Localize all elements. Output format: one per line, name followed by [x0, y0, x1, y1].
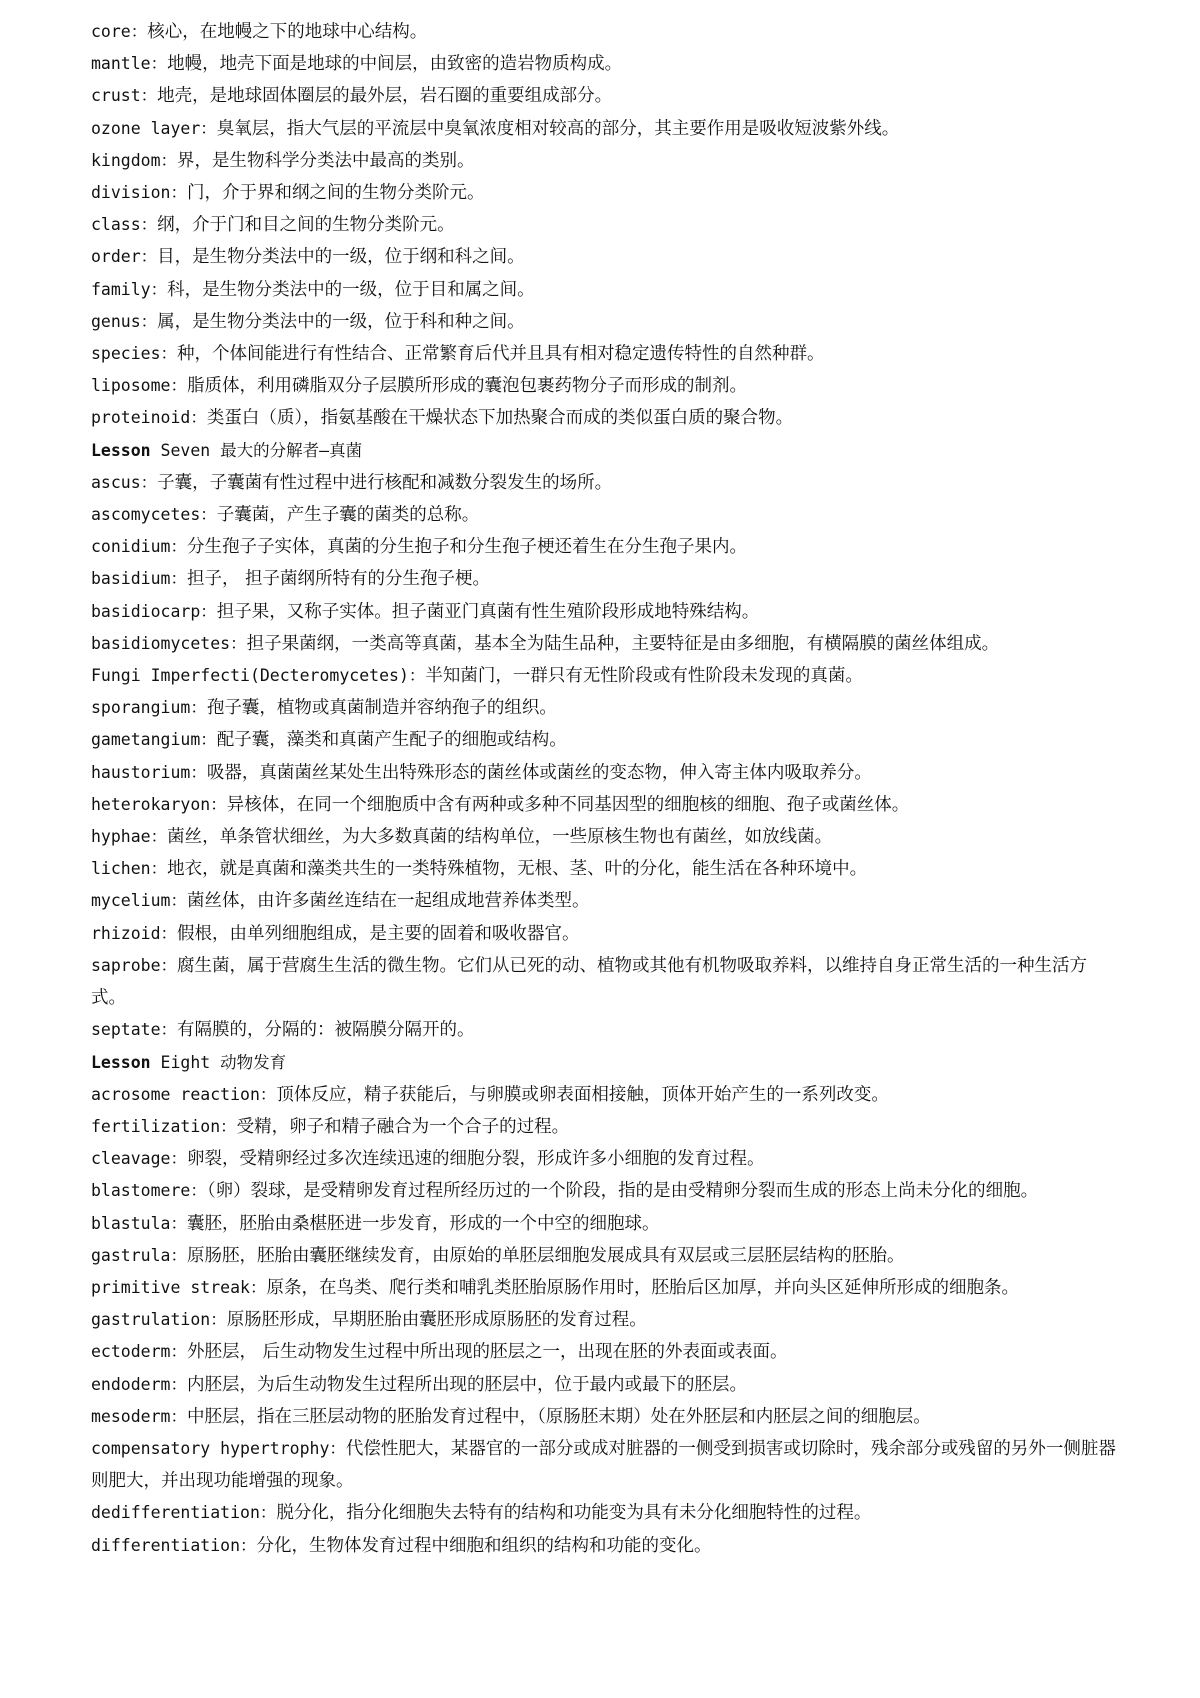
entry-term: compensatory hypertrophy：	[91, 1438, 346, 1458]
glossary-entry	[91, 1336, 1121, 1368]
entry-term: kingdom：	[91, 150, 178, 170]
entry-term: species：	[91, 344, 178, 364]
glossary-entry	[91, 1111, 1121, 1143]
glossary-entry	[91, 48, 1121, 80]
entry-term: conidium：	[91, 537, 187, 557]
entry-term: ascus：	[91, 472, 158, 492]
glossary-page	[91, 16, 1121, 1562]
entry-term: division：	[91, 183, 187, 203]
entry-definition: 卵裂，受精卵经过多次连续迅速的细胞分裂，形成许多小细胞的发育过程。	[186, 1149, 765, 1170]
entry-definition: 核心，在地幔之下的地球中心结构。	[147, 22, 428, 42]
entry-definition: （卵）裂球，是受精卵发育过程所经历过的一个阶段，指的是由受精卵分裂而生成的形态上尚未分化的细胞。	[206, 1181, 1039, 1202]
entry-term: crust：	[91, 86, 158, 106]
glossary-entry	[91, 145, 1121, 177]
entry-term: basidiomycetes：	[91, 633, 247, 653]
entry-definition: 地幔，地壳下面是地球的中间层，由致密的造岩物质构成。	[167, 54, 623, 75]
glossary-entry	[91, 950, 1121, 1014]
glossary-entry	[91, 1175, 1121, 1207]
entry-term: blastula：	[91, 1213, 187, 1233]
lesson-heading	[91, 1047, 1121, 1079]
entry-term: lichen：	[91, 859, 168, 879]
entry-term: liposome：	[91, 376, 187, 396]
glossary-entry	[91, 499, 1121, 531]
entry-definition: 假根，由单列细胞组成，是主要的固着和吸收器官。	[177, 923, 580, 944]
entry-term: basidium：	[91, 569, 187, 589]
entry-term: order：	[91, 247, 158, 267]
glossary-entry	[91, 563, 1121, 595]
entry-term: heterokaryon：	[91, 794, 227, 814]
glossary-entry	[91, 596, 1121, 628]
glossary-entry	[91, 724, 1121, 756]
lesson-label: Lesson	[91, 440, 151, 460]
glossary-entry	[91, 80, 1121, 112]
glossary-entry	[91, 241, 1121, 273]
glossary-entry	[91, 1272, 1121, 1304]
glossary-entry	[91, 1401, 1121, 1433]
entry-definition: 原条，在鸟类、爬行类和哺乳类胚胎原肠作用时，胚胎后区加厚，并向头区延伸所形成的细胞条。	[266, 1277, 1019, 1298]
entry-term: differentiation：	[91, 1535, 257, 1555]
entry-definition: 中胚层，指在三胚层动物的胚胎发育过程中，（原肠胚末期）处在外胚层和内胚层之间的细胞层。	[186, 1406, 931, 1427]
glossary-entry	[91, 370, 1121, 402]
entry-definition: 臭氧层，指大气层的平流层中臭氧浓度相对较高的部分，其主要作用是吸收短波紫外线。	[216, 118, 900, 139]
glossary-entry	[91, 1143, 1121, 1175]
entry-definition: 担子果菌纲，一类高等真菌，基本全为陆生品种，主要特征是由多细胞，有横隔膜的菌丝体组成。	[246, 633, 1000, 654]
entry-definition: 类蛋白（质），指氨基酸在干燥状态下加热聚合而成的类似蛋白质的聚合物。	[206, 408, 794, 429]
entry-term: endoderm：	[91, 1374, 187, 1394]
entry-term: class：	[91, 215, 158, 235]
entry-definition: 种，个体间能进行有性结合、正常繁育后代并且具有相对稳定遗传特性的自然种群。	[177, 344, 825, 365]
glossary-entry	[91, 1304, 1121, 1336]
entry-term: acrosome reaction：	[91, 1084, 277, 1104]
glossary-entry	[91, 402, 1121, 434]
entry-definition: 担子果，又称子实体。担子菌亚门真菌有性生殖阶段形成地特殊结构。	[216, 601, 760, 622]
entry-term: mantle：	[91, 54, 168, 74]
entry-definition: 配子囊，藻类和真菌产生配子的细胞或结构。	[216, 730, 567, 751]
entry-definition: 担子， 担子菌纲所特有的分生孢子梗。	[186, 569, 491, 590]
entry-definition: 子囊，子囊菌有性过程中进行核配和减数分裂发生的场所。	[157, 472, 613, 493]
entry-definition: 内胚层，为后生动物发生过程所出现的胚层中，位于最内或最下的胚层。	[186, 1374, 747, 1395]
entry-definition: 有隔膜的，分隔的：被隔膜分隔开的。	[177, 1020, 475, 1041]
glossary-entry	[91, 853, 1121, 885]
lesson-title: Eight 动物发育	[150, 1052, 287, 1072]
entry-definition: 子囊菌，产生子囊的菌类的总称。	[216, 505, 480, 526]
entry-definition: 脂质体，利用磷脂双分子层膜所形成的囊泡包裹药物分子而形成的制剂。	[186, 376, 747, 397]
entry-term: family：	[91, 279, 168, 299]
entry-term: dedifferentiation：	[91, 1503, 277, 1523]
entry-term: primitive streak：	[91, 1277, 267, 1297]
entry-definition: 目，是生物分类法中的一级，位于纲和科之间。	[157, 247, 525, 268]
entry-definition: 受精，卵子和精子融合为一个合子的过程。	[236, 1116, 570, 1137]
entry-term: cleavage：	[91, 1149, 187, 1169]
entry-term: gastrula：	[91, 1245, 187, 1265]
entry-definition: 分生孢子子实体，真菌的分生抱子和分生孢子梗还着生在分生孢子果内。	[186, 537, 747, 558]
entry-term: gametangium：	[91, 730, 217, 750]
entry-term: core：	[91, 22, 148, 41]
glossary-entry	[91, 177, 1121, 209]
entry-term: blastomere：	[91, 1181, 207, 1201]
glossary-entry	[91, 306, 1121, 338]
entry-definition: 孢子囊，植物或真菌制造并容纳孢子的组织。	[206, 698, 557, 719]
entry-term: gastrulation：	[91, 1310, 227, 1330]
entry-definition: 门，介于界和纲之间的生物分类阶元。	[186, 183, 485, 204]
glossary-entry	[91, 1208, 1121, 1240]
entry-term: mesoderm：	[91, 1406, 187, 1426]
glossary-entry	[91, 757, 1121, 789]
glossary-entry	[91, 821, 1121, 853]
entry-definition: 脱分化，指分化细胞失去特有的结构和功能变为具有未分化细胞特性的过程。	[276, 1503, 872, 1524]
entry-definition: 地衣，就是真菌和藻类共生的一类特殊植物，无根、茎、叶的分化，能生活在各种环境中。	[167, 859, 868, 880]
entry-term: rhizoid：	[91, 923, 178, 943]
entry-definition: 原肠胚，胚胎由囊胚继续发育，由原始的单胚层细胞发展成具有双层或三层胚层结构的胚胎。	[186, 1245, 905, 1266]
entry-definition: 界，是生物科学分类法中最高的类别。	[177, 150, 475, 171]
lesson-label: Lesson	[91, 1052, 151, 1072]
entry-definition: 顶体反应，精子获能后，与卵膜或卵表面相接触，顶体开始产生的一系列改变。	[276, 1084, 889, 1105]
entry-definition: 囊胚，胚胎由桑椹胚进一步发育，形成的一个中空的细胞球。	[186, 1213, 660, 1234]
glossary-entry	[91, 1240, 1121, 1272]
entry-definition: 菌丝体，由许多菌丝连结在一起组成地营养体类型。	[186, 891, 590, 912]
glossary-entry	[91, 789, 1121, 821]
entry-definition: 吸器，真菌菌丝某处生出特殊形态的菌丝体或菌丝的变态物，伸入寄主体内吸取养分。	[206, 762, 872, 783]
glossary-entry	[91, 467, 1121, 499]
entry-definition: 腐生菌，属于营腐生生活的微生物。它们从已死的动、植物或其他有机物吸取养料，以维持自身正常生活的一种生活方式。	[91, 955, 1088, 1009]
entry-term: fertilization：	[91, 1116, 237, 1136]
glossary-entry	[91, 1369, 1121, 1401]
entry-definition: 外胚层， 后生动物发生过程中所出现的胚层之一，出现在胚的外表面或表面。	[186, 1342, 788, 1363]
entry-term: proteinoid：	[91, 408, 207, 428]
entry-definition: 分化，生物体发育过程中细胞和组织的结构和功能的变化。	[256, 1535, 712, 1556]
entry-definition: 科，是生物分类法中的一级，位于目和属之间。	[167, 279, 535, 300]
glossary-entry	[91, 16, 1121, 48]
entry-term: ectoderm：	[91, 1342, 187, 1362]
glossary-entry	[91, 1079, 1121, 1111]
glossary-entry	[91, 209, 1121, 241]
glossary-entry	[91, 1530, 1121, 1562]
glossary-entry	[91, 274, 1121, 306]
glossary-entry	[91, 1014, 1121, 1046]
entry-definition: 纲，介于门和目之间的生物分类阶元。	[157, 215, 455, 236]
entry-term: ascomycetes：	[91, 505, 217, 525]
entry-term: saprobe：	[91, 955, 178, 975]
entry-term: basidiocarp：	[91, 601, 217, 621]
entry-definition: 菌丝，单条管状细丝，为大多数真菌的结构单位，一些原核生物也有菌丝，如放线菌。	[167, 827, 833, 848]
lesson-heading	[91, 435, 1121, 467]
glossary-entry	[91, 885, 1121, 917]
entry-term: haustorium：	[91, 762, 207, 782]
lesson-title: Seven 最大的分解者—真菌	[150, 440, 363, 460]
glossary-entry	[91, 628, 1121, 660]
glossary-entry	[91, 531, 1121, 563]
entry-term: genus：	[91, 311, 158, 331]
glossary-entry	[91, 692, 1121, 724]
entry-definition: 原肠胚形成，早期胚胎由囊胚形成原肠胚的发育过程。	[226, 1310, 647, 1331]
entry-definition: 异核体，在同一个细胞质中含有两种或多种不同基因型的细胞核的细胞、孢子或菌丝体。	[226, 794, 910, 815]
entry-definition: 半知菌门，一群只有无性阶段或有性阶段未发现的真菌。	[425, 666, 863, 687]
glossary-entry	[91, 918, 1121, 950]
glossary-entry	[91, 338, 1121, 370]
glossary-entry	[91, 113, 1121, 145]
entry-term: Fungi Imperfecti(Decteromycetes)：	[91, 666, 426, 686]
entry-definition: 地壳，是地球固体圈层的最外层，岩石圈的重要组成部分。	[157, 86, 613, 107]
glossary-entry	[91, 1433, 1121, 1497]
entry-definition: 属，是生物分类法中的一级，位于科和种之间。	[157, 311, 525, 332]
entry-term: ozone layer：	[91, 118, 217, 138]
entry-term: mycelium：	[91, 891, 187, 911]
entry-definition: 代偿性肥大，某器官的一部分或成对脏器的一侧受到损害或切除时，残余部分或残留的另外一侧脏器则肥大，并出现功能增强的现象。	[91, 1438, 1116, 1492]
glossary-entry	[91, 660, 1121, 692]
glossary-entry	[91, 1497, 1121, 1529]
entry-term: sporangium：	[91, 698, 207, 718]
entry-term: hyphae：	[91, 827, 168, 847]
entry-term: septate：	[91, 1020, 178, 1040]
